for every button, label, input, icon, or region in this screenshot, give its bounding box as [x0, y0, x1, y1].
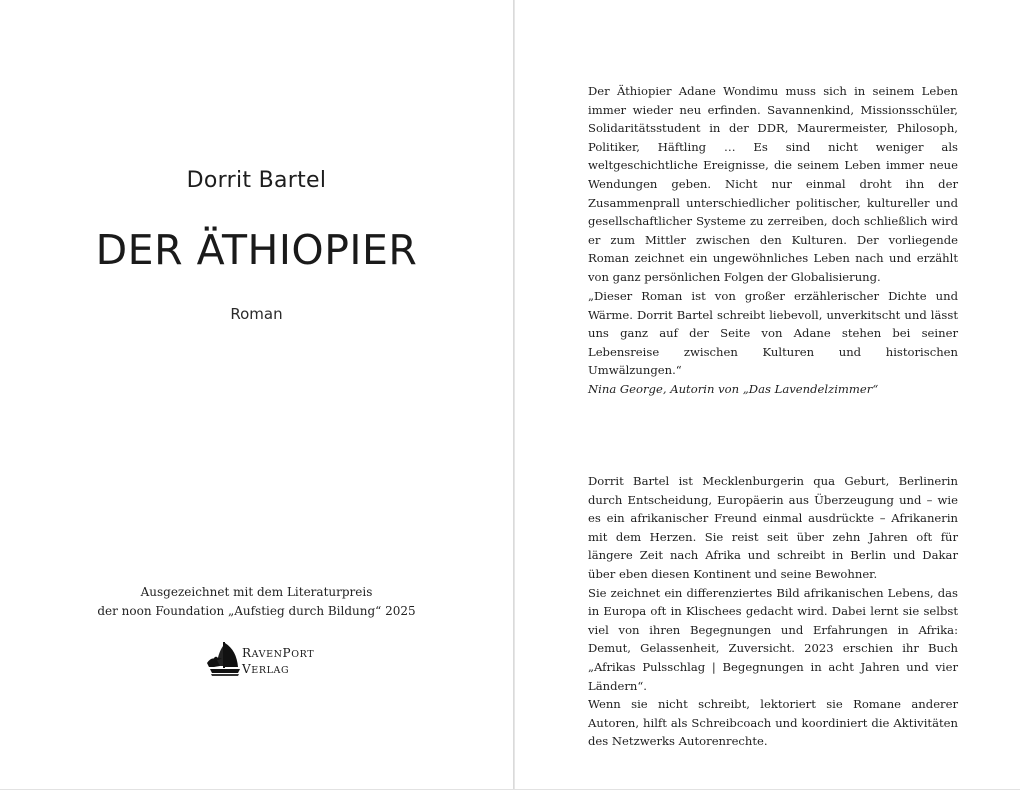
quote-attribution: Nina George, Autorin von „Das Lavendelzimmer“ [588, 381, 879, 396]
review-quote [588, 287, 958, 399]
genre-label: Roman [230, 305, 283, 323]
award-line-2: der noon Foundation „Aufstieg durch Bildung“ 2025 [97, 604, 416, 618]
bio-paragraph: Wenn sie nicht schreibt, lektoriert sie Romane anderer Autoren, hilft als Schreibcoach und koordiniert die Aktivitäten des Netzwerks Autorenrechte. [588, 697, 958, 749]
award-notice [0, 583, 513, 621]
publisher-name: RAVENPORT VERLAG [242, 646, 315, 676]
quote-text: „Dieser Roman ist von großer erzählerischer Dichte und Wärme. Dorrit Bartel schreibt liebevoll, unverkitscht und lässt uns ganz auf der Seite von Adane stehen bei seiner Lebensreise zwischen Kulturen und historischen Umwälzungen.“ [588, 289, 958, 378]
award-line-1: Ausgezeichnet mit dem Literaturpreis [140, 585, 373, 599]
publisher-logo [205, 640, 317, 678]
blurb-paragraph: Der Äthiopier Adane Wondimu muss sich in seinem Leben immer wieder neu erfinden. Savannenkind, Missionsschüler, Solidaritätsstudent in der DDR, Maurermeister, Philosoph, Politiker, Häftling … Es sind nicht weniger als weltgeschichtliche Ereignisse, die seinem Leben immer neue Wendungen geben. Nicht nur einmal droht ihn der Zusammenprall unterschiedlicher politischer, kultureller und gesellschaftlicher Systeme zu zerreiben, doch schließlich wird er zum Mittler zwischen den Kulturen. Der vorliegende Roman zeichnet ein ungewöhnliches Leben nach und erzählt von ganz persönlichen Folgen der Globalisierung. [588, 84, 958, 284]
bio-paragraph: Sie zeichnet ein differenziertes Bild afrikanischen Lebens, das in Europa oft in Klischees gedacht wird. Dabei lernt sie selbst viel von ihren Begegnungen und Erfahrungen in Afrika: Demut, Gelassenheit, Zuversicht. 2023 erschien ihr Buch „Afrikas Pulsschlag | Begegnungen in acht Jahren und vier Ländern“. [588, 585, 958, 693]
author-bio [588, 472, 958, 751]
author-name: Dorrit Bartel [186, 168, 327, 193]
book-title: DER ÄTHIOPIER [95, 226, 418, 274]
raven-ship-icon [205, 640, 243, 678]
bio-paragraph: Dorrit Bartel ist Mecklenburgerin qua Geburt, Berlinerin durch Entscheidung, Europäerin aus Überzeugung und – wie es ein afrikanischer Freund einmal ausdrückte – Afrikanerin mit dem Herzen. Sie reist seit über zehn Jahren oft für längere Zeit nach Afrika und schreibt in Berlin und Dakar über eben diesen Kontinent und seine Bewohner. [588, 474, 958, 581]
book-blurb [588, 82, 958, 287]
